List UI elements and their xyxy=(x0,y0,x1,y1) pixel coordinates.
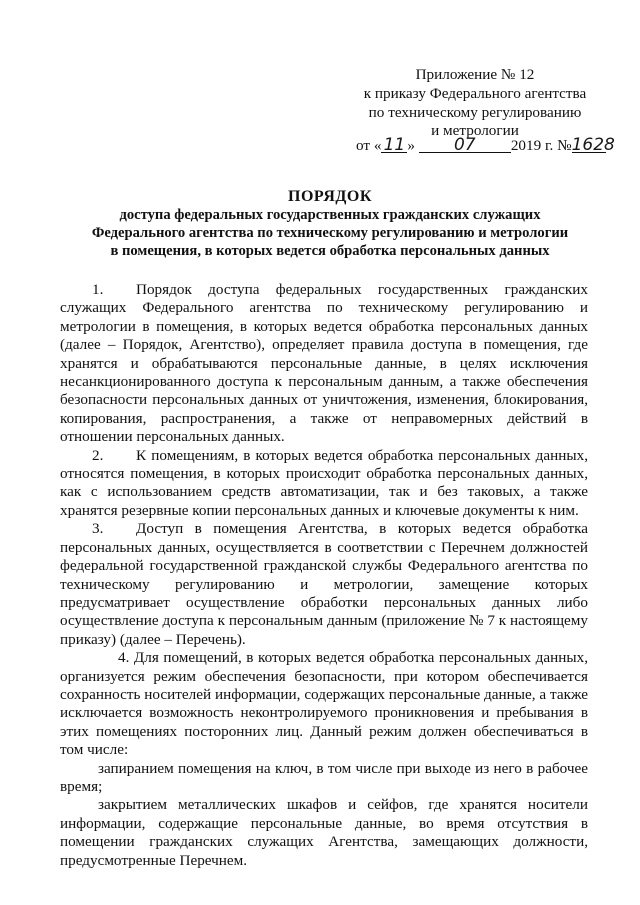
date-mid: » xyxy=(407,137,416,154)
paragraph-1 xyxy=(60,281,588,447)
paragraph-1-text: Порядок доступа федеральных государственных гражданских служащих Федерального агентства по техническому регулированию и метрологии в помещения, в которых ведется обработка персональных данных (далее – Порядок, Агентство), определяет правила доступа в помещения, где хранятся и обрабатываются персональные данные, в целях исключения несанкционированного доступа к персональным данным, а также обеспечения безопасности персональных данных от уничтожения, изменения, блокирования, копирования, распространения, а также от неправомерных действий в отношении персональных данных. xyxy=(60,281,588,446)
paragraph-4: 4. Для помещений, в которых ведется обработка персональных данных, организуется режим обеспечения безопасности, при котором обеспечивается сохранность носителей информации, содержащих персональные данные, а также исключается возможность неконтролируемого проникновения и пребывания в этих помещениях посторонних лиц. Данный режим должен обеспечиваться в том числе: xyxy=(60,649,588,759)
appendix-agency-line-end: и метрологии xyxy=(431,122,519,140)
subtitle-line-1: доступа федеральных государственных гражданских служащих xyxy=(119,207,541,223)
paragraph-5: запиранием помещения на ключ, в том числе при выходе из него в рабочее время; xyxy=(60,759,588,795)
document-body xyxy=(60,281,588,870)
document-subtitle xyxy=(60,206,600,260)
order-number-blank xyxy=(571,135,615,155)
date-day-blank xyxy=(381,136,407,153)
paragraph-2 xyxy=(60,447,588,521)
appendix-order-ref: к приказу Федерального агентства xyxy=(363,84,587,102)
date-prefix: от « xyxy=(356,137,382,154)
date-month-handwritten: 07 xyxy=(453,135,476,155)
subtitle-line-2: Федерального агентства по техническому регулированию и метрологии xyxy=(91,225,569,241)
paragraph-2-number: 2. xyxy=(92,446,104,464)
paragraph-3-text: Доступ в помещения Агентства, в которых ведется обработка персональных данных, осуществляется в соответствии с Перечнем должностей федеральной государственной гражданской службы Федерального агентства по техническому регулированию и метрологии, замещение которых предусматривает осуществление обработки персональных данных либо осуществление доступа к персональным данным (приложение № 7 к настоящему приказу) (далее – Перечень). xyxy=(60,520,588,648)
appendix-number: Приложение № 12 xyxy=(415,66,535,83)
date-year-number-label: 2019 г. № xyxy=(510,137,572,154)
order-number-handwritten: 1628 xyxy=(571,135,615,155)
paragraph-3 xyxy=(60,520,588,649)
date-day-handwritten: 11 xyxy=(383,135,406,155)
paragraph-1-number: 1. xyxy=(92,281,104,298)
paragraph-6: закрытием металлических шкафов и сейфов, где хранятся носители информации, содержащие персональные данные, во время отсутствия в помещении гражданских служащих Агентства, замещающих должности, предусмотренные Перечнем. xyxy=(60,796,588,869)
subtitle-line-3: в помещения, в которых ведется обработка персональных данных xyxy=(110,243,550,259)
paragraph-3-number: 3. xyxy=(92,520,104,538)
appendix-agency-line: по техническому регулированию xyxy=(368,103,582,121)
paragraph-2-text: К помещениям, в которых ведется обработка персональных данных, относятся помещения, в которых происходит обработка персональных данных, как с использованием средств автоматизации, так и без таковых, а также хранятся резервные копии персональных данных и ключевые документы к ним. xyxy=(60,446,588,519)
date-month-blank xyxy=(419,136,511,153)
order-date-line xyxy=(356,136,616,155)
document-title: ПОРЯДОК xyxy=(288,188,372,205)
appendix-header xyxy=(340,66,610,141)
